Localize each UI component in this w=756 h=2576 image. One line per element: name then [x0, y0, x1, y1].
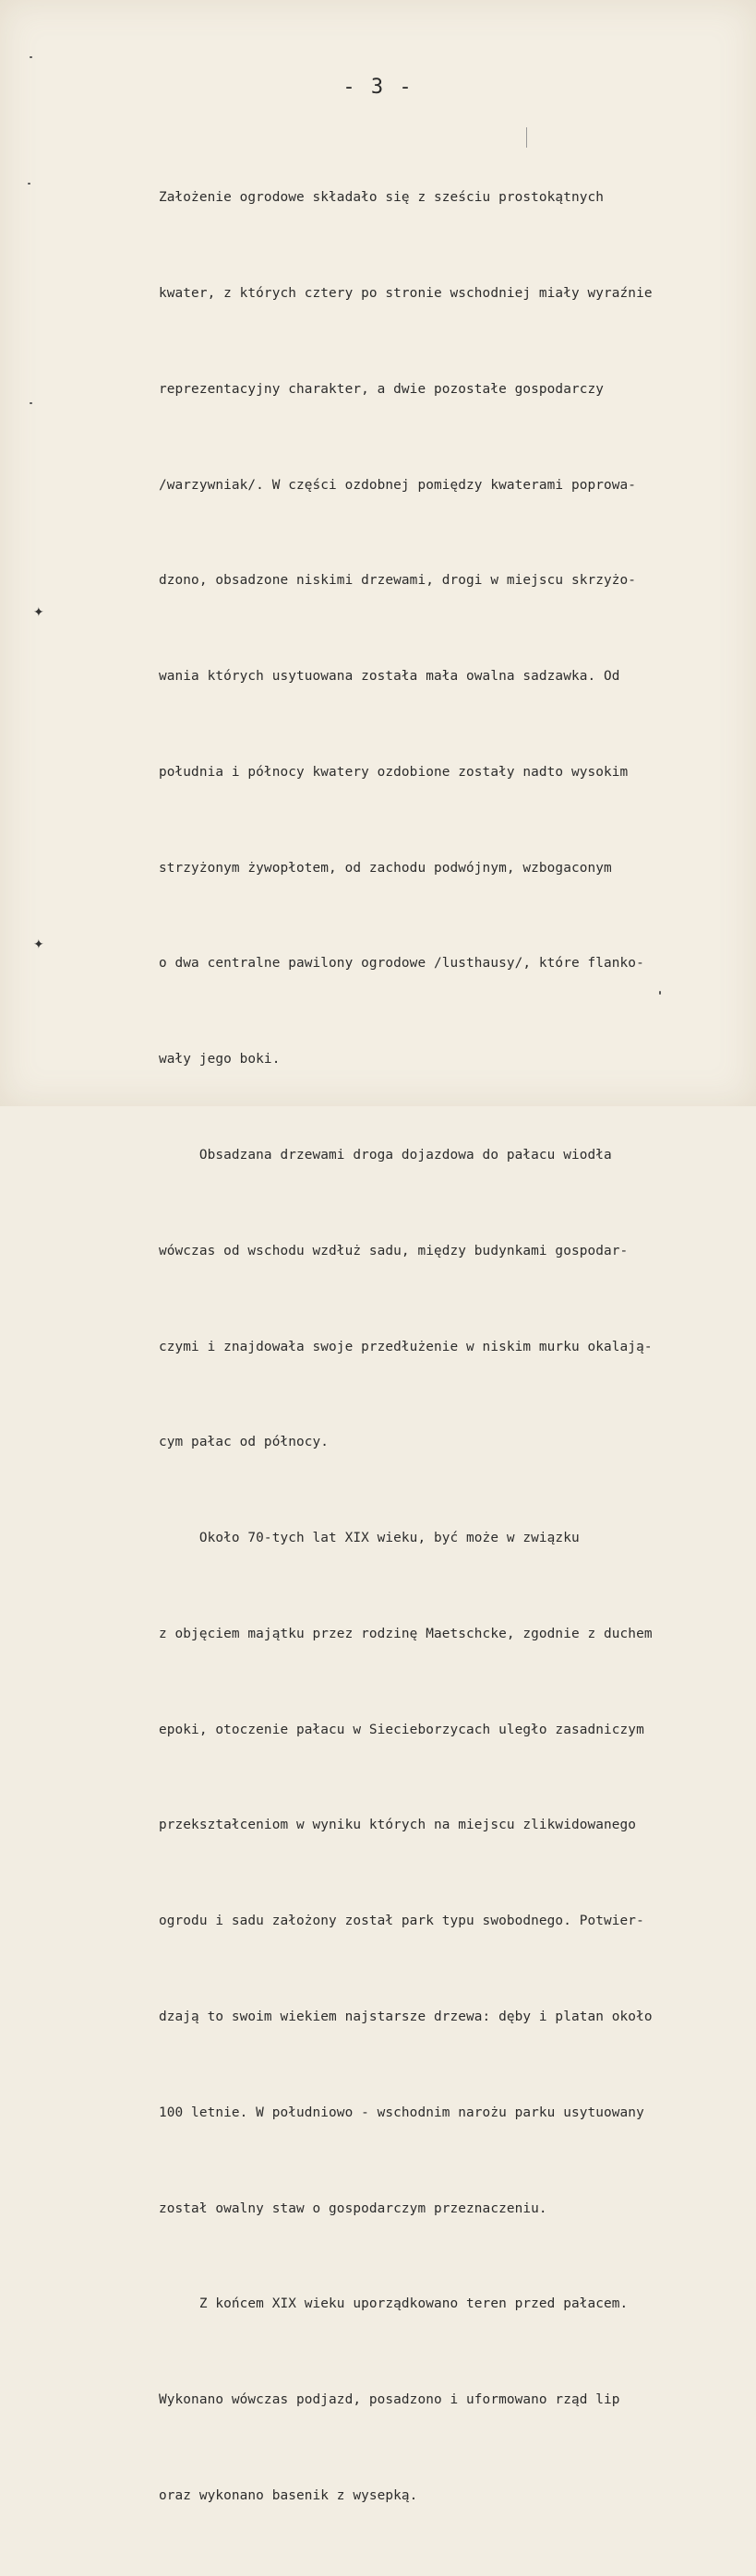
text-line: reprezentacyjny charakter, a dwie pozostałe gospodarczy — [159, 381, 605, 397]
pin-mark-icon: ✦ — [33, 605, 44, 620]
text-line: przekształceniom w wyniku których na miejscu zlikwidowanego — [159, 1818, 637, 1833]
text-line: epoki, otoczenie pałacu w Siecieborzycach uległo zasadniczym — [159, 1722, 644, 1737]
text-line: dzono, obsadzone niskimi drzewami, drogi w miejscu skrzyżo- — [159, 573, 637, 589]
text-line: wania których usytuowana została mała owalna sadzawka. Od — [159, 669, 620, 685]
text-line: cym pałac od północy. — [159, 1435, 330, 1450]
margin-mark — [30, 56, 32, 58]
text-line: oraz wykonano basenik z wysepką. — [159, 2487, 418, 2503]
text-line: Obsadzana drzewami droga dojazdowa do pałacu wiodła — [159, 1148, 612, 1163]
text-line: Założenie ogrodowe składało się z sześciu prostokątnych — [159, 190, 605, 206]
pin-mark-icon: ✦ — [33, 937, 44, 952]
text-line: z objęciem majątku przez rodzinę Maetschcke, zgodnie z duchem — [159, 1626, 653, 1641]
text-line: Około 70-tych lat XIX wieku, być może w związku — [159, 1531, 580, 1546]
text-line: ogrodu i sadu założony został park typu swobodnego. Potwier- — [159, 1914, 644, 1929]
margin-mark — [28, 183, 30, 185]
text-line: 100 letnie. W południowo - wschodnim narożu parku usytuowany — [159, 2105, 644, 2120]
text-line: strzyżonym żywopłotem, od zachodu podwójnym, wzbogaconym — [159, 860, 612, 876]
text-line: Z końcem XIX wieku uporządkowano teren przed pałacem. — [159, 2296, 629, 2312]
margin-mark — [30, 402, 32, 404]
margin-mark — [659, 991, 661, 995]
body-text — [159, 118, 750, 2576]
page-number: - 3 - — [342, 76, 414, 99]
text-line: został owalny staw o gospodarczym przeznaczeniu. — [159, 2200, 547, 2216]
text-line: czymi i znajdowała swoje przedłużenie w niskim murku okalają- — [159, 1339, 653, 1354]
text-line: dzają to swoim wiekiem najstarsze drzewa: dęby i platan około — [159, 2010, 653, 2025]
text-line: wały jego boki. — [159, 1052, 281, 1067]
margin-mark — [526, 127, 527, 148]
text-line: o dwa centralne pawilony ogrodowe /lusthausy/, które flanko- — [159, 956, 644, 972]
text-line: południa i północy kwatery ozdobione zostały nadto wysokim — [159, 764, 629, 780]
text-line: /warzywniak/. W części ozdobnej pomiędzy kwaterami poprowa- — [159, 477, 637, 493]
text-line: kwater, z których cztery po stronie wschodniej miały wyraźnie — [159, 285, 653, 301]
text-line: Wykonano wówczas podjazd, posadzono i uformowano rząd lip — [159, 2392, 620, 2408]
text-line: wówczas od wschodu wzdłuż sadu, między budynkami gospodar- — [159, 1243, 629, 1258]
